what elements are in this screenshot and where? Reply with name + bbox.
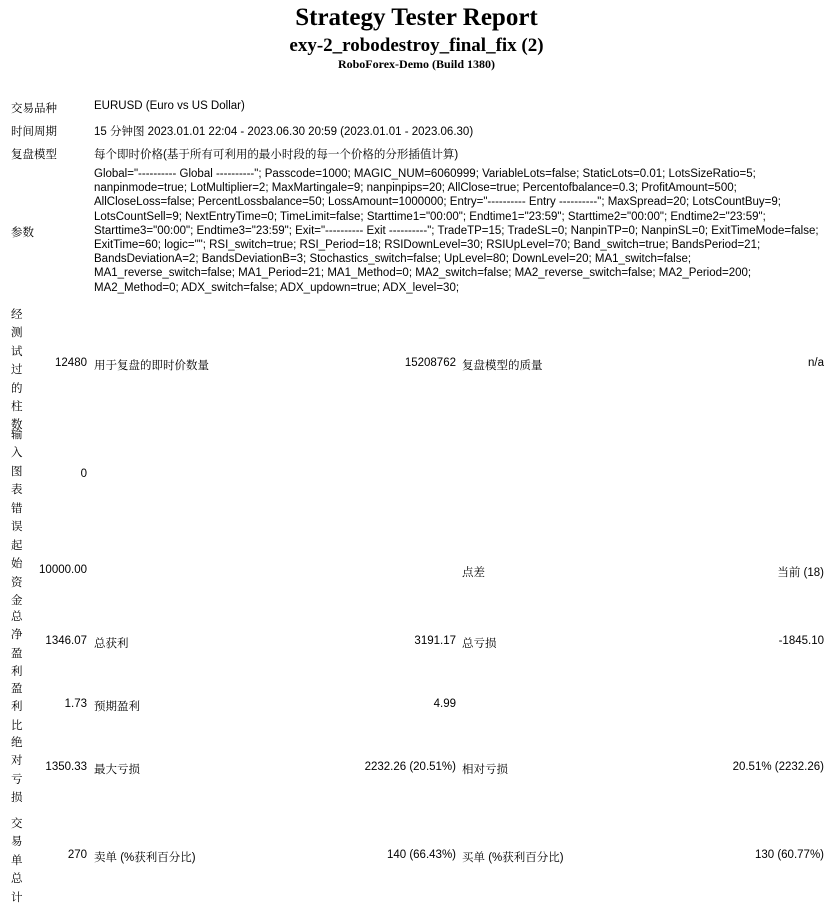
payoff-value: 4.99 <box>433 698 456 710</box>
short-value: 140 (66.43%) <box>386 849 456 861</box>
short-label: 卖单 (%获利百分比) <box>94 852 196 864</box>
deposit-value: 10000.00 <box>39 564 87 576</box>
quality-label: 复盘模型的质量 <box>462 360 543 372</box>
spread-label: 点差 <box>462 567 485 579</box>
pf-label: 盈利比 <box>11 683 23 732</box>
maxdd-value: 2232.26 (20.51%) <box>364 761 456 773</box>
long-value: 130 (60.77%) <box>754 849 824 861</box>
bars-value: 12480 <box>55 357 87 369</box>
errors-label: 输入图表错误 <box>11 429 23 534</box>
errors-value: 0 <box>80 468 87 480</box>
period-value: 15 分钟图 2023.01.01 22:04 - 2023.06.30 20:59 (2023.01.01 - 2023.06.30) <box>94 126 474 138</box>
spread-value: 当前 (18) <box>777 567 824 579</box>
trades-value: 270 <box>67 849 87 861</box>
grossloss-value: -1845.10 <box>778 635 824 647</box>
absdd-value: 1350.33 <box>45 761 87 773</box>
netprofit-label: 总净盈利 <box>11 611 23 679</box>
expert-name: exy-2_robodestroy_final_fix (2) <box>289 35 544 56</box>
netprofit-value: 1346.07 <box>45 635 87 647</box>
params-label: 参数 <box>11 227 34 239</box>
quality-value: n/a <box>808 357 824 369</box>
maxdd-label: 最大亏损 <box>94 764 140 776</box>
deposit-label: 起始资金 <box>11 540 23 608</box>
absdd-label: 绝对亏损 <box>11 737 23 805</box>
grossprofit-label: 总获利 <box>94 638 129 650</box>
ticks-value: 15208762 <box>404 357 456 369</box>
symbol-label: 交易品种 <box>11 103 57 115</box>
params-value: Global="---------- Global ----------"; Passcode=1000; MAGIC_NUM=6060999; VariableLots=false; StaticLots=0.01; LotsSizeRatio=5; nanpinmode=true; LotMultiplier=2; MaxMartingale=9; nanpinpips=20; AllClose=true; Percentofbalance=0.3; ProfitAmount=500; AllCloseLoss=false; PercentLossbalance=50; LossAmount=1000000; Entry="---------- Entry ----------"; MaxSpread=20; LotsCountBuy=9; LotsCountSell=9; NextEntryTime=0; TimeLimit=false; Starttime1="00:00"; Endtime1="23:59"; Starttime2="00:00"; Endtime2="23:59"; Starttime3="00:00"; Endtime3="23:59"; Exit="---------- Exit ----------"; TradeTP=15; TradeSL=0; NanpinTP=0; NanpinSL=0; ExitTimeMode=false; ExitTime=60; logic=""; RSI_switch=true; RSI_Period=18; RSIDownLevel=30; RSIUpLevel=70; Band_switch=true; BandsPeriod=21; BandsDeviationA=2; BandsDeviationB=3; Stochastics_switch=false; UpLevel=80; DownLevel=20; MA1_switch=false; MA1_reverse_switch=false; MA1_Period=21; MA1_Method=0; MA2_switch=false; MA2_reverse_switch=false; MA2_Period=200; MA2_Method=0; ADX_switch=false; ADX_updown=true; ADX_level=30; <box>94 168 819 294</box>
ticks-label: 用于复盘的即时价数量 <box>94 360 209 372</box>
period-label: 时间周期 <box>11 126 57 138</box>
symbol-value: EURUSD (Euro vs US Dollar) <box>94 100 245 112</box>
reldd-label: 相对亏损 <box>462 764 508 776</box>
model-value: 每个即时价格(基于所有可利用的最小时段的每一个价格的分形插值计算) <box>94 149 459 161</box>
grossprofit-value: 3191.17 <box>414 635 456 647</box>
model-label: 复盘模型 <box>11 149 57 161</box>
pf-value: 1.73 <box>64 698 87 710</box>
trades-label: 交易单总计 <box>11 818 23 904</box>
long-label: 买单 (%获利百分比) <box>462 852 564 864</box>
report-title: Strategy Tester Report <box>295 4 538 31</box>
bars-label: 经测试过的柱数 <box>11 309 23 432</box>
reldd-value: 20.51% (2232.26) <box>732 761 824 773</box>
payoff-label: 预期盈利 <box>94 701 140 713</box>
grossloss-label: 总亏损 <box>462 638 497 650</box>
server-build: RoboForex-Demo (Build 1380) <box>337 57 496 71</box>
